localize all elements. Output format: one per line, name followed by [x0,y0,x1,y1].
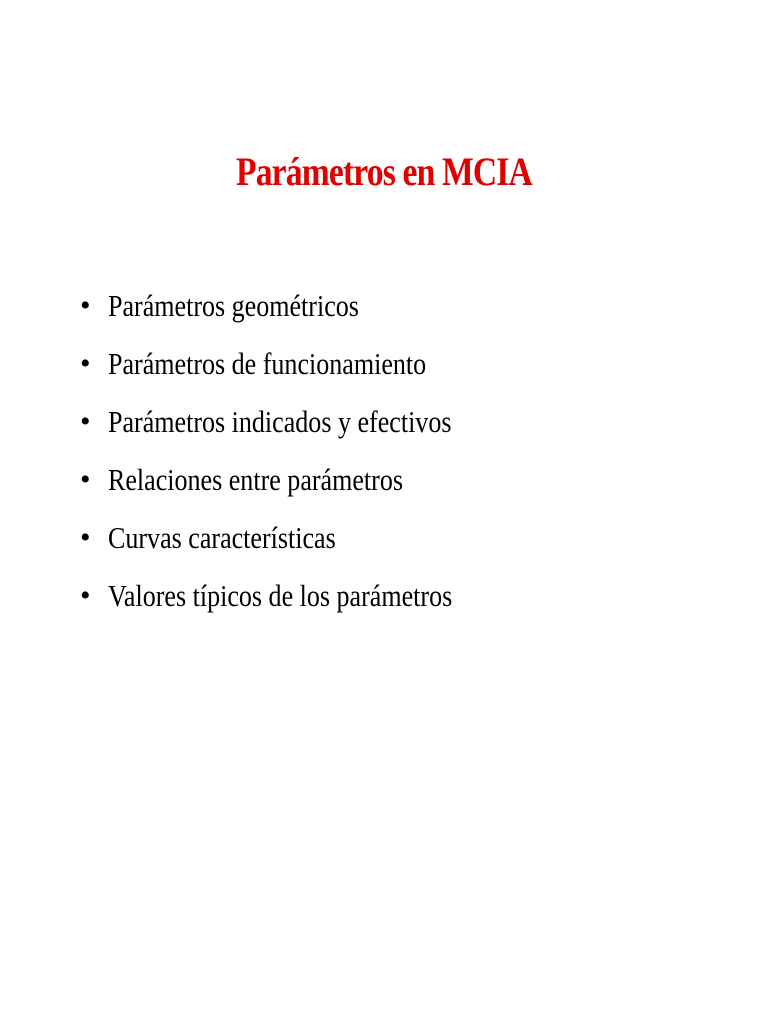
list-item-text: Parámetros geométricos [108,288,359,323]
list-item [80,402,700,460]
list-item [80,344,700,402]
bullet-icon: • [80,405,91,438]
list-item-text: Valores típicos de los parámetros [108,578,453,613]
list-item-text: Curvas características [108,520,336,555]
bullet-icon: • [80,289,91,322]
bullet-icon: • [80,579,91,612]
bullet-icon: • [80,521,91,554]
list-item [80,576,700,634]
bullet-icon: • [80,463,91,496]
bullet-list [80,286,700,634]
slide-title: Parámetros en MCIA [236,149,532,194]
list-item-text: Parámetros indicados y efectivos [108,404,452,439]
list-item [80,286,700,344]
list-item-text: Parámetros de funcionamiento [108,346,427,381]
list-item-text: Relaciones entre parámetros [108,462,403,497]
bullet-icon: • [80,347,91,380]
list-item [80,460,700,518]
list-item [80,518,700,576]
